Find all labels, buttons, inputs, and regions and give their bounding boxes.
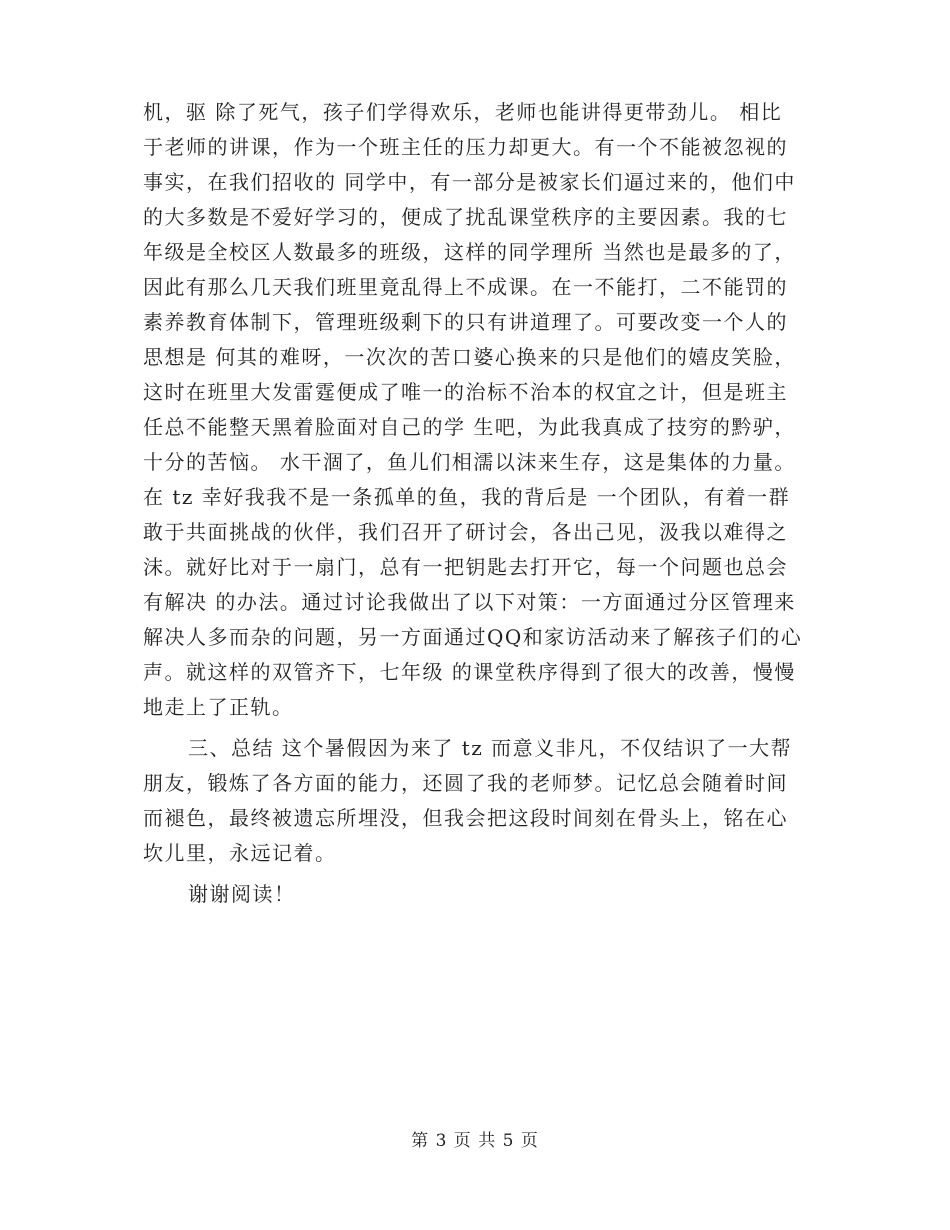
closing-line (143, 877, 808, 912)
text-line: 有解决 的办法。通过讨论我做出了以下对策：一方面通过分区管理来 (143, 590, 796, 614)
text-line: 机，驱 除了死气，孩子们学得欢乐，老师也能讲得更带劲儿。 相比 (143, 100, 783, 124)
text-line: 而褪色，最终被遗忘所埋没，但我会把这段时间刻在骨头上，铭在心 (143, 806, 788, 830)
text-line: 因此有那么几天我们班里竟乱得上不成课。在一不能打，二不能罚的 (143, 275, 788, 299)
text-line: 在 tz 幸好我我不是一条孤单的鱼，我的背后是 一个团队，有着一群 (143, 485, 791, 509)
paragraph-continuation (143, 95, 808, 725)
document-body (143, 95, 808, 912)
text-line: 坎儿里，永远记着。 (143, 841, 337, 865)
text-line: 任总不能整天黑着脸面对自己的学 生吧，为此我真成了技穷的黔驴， (143, 415, 796, 439)
page-number-footer: 第 3 页 共 5 页 (411, 1131, 539, 1151)
text-line: 于老师的讲课，作为一个班主任的压力却更大。有一个不能被忽视的 (143, 135, 788, 159)
text-line: 朋友，锻炼了各方面的能力，还圆了我的老师梦。记忆总会随着时间 (143, 771, 788, 795)
closing-text: 谢谢阅读！ (188, 882, 296, 906)
text-line: 沫。就好比对于一扇门，总有一把钥匙去打开它，每一个问题也总会 (143, 555, 788, 579)
text-line: 地走上了正轨。 (143, 695, 294, 719)
text-line: 声。就这样的双管齐下，七年级 的课堂秩序得到了很大的改善，慢慢 (143, 660, 796, 684)
text-line: 解决人多而杂的问题，另一方面通过QQ和家访活动来了解孩子们的心 (143, 625, 803, 649)
text-line: 素养教育体制下，管理班级剩下的只有讲道理了。可要改变一个人的 (143, 310, 788, 334)
text-line: 敢于共面挑战的伙伴，我们召开了研讨会，各出己见，汲我以难得之 (143, 520, 788, 544)
text-line: 事实，在我们招收的 同学中，有一部分是被家长们逼过来的，他们中 (143, 170, 796, 194)
text-line: 三、总结 这个暑假因为来了 tz 而意义非凡，不仅结识了一大帮 (188, 736, 793, 760)
paragraph-summary (143, 731, 808, 871)
text-line: 年级是全校区人数最多的班级，这样的同学理所 当然也是最多的了， (143, 240, 796, 264)
text-line: 这时在班里大发雷霆便成了唯一的治标不治本的权宜之计，但是班主 (143, 380, 788, 404)
text-line: 十分的苦恼。 水干涸了，鱼儿们相濡以沫来生存，这是集体的力量。 (143, 450, 796, 474)
text-line: 的大多数是不爱好学习的，便成了扰乱课堂秩序的主要因素。我的七 (143, 205, 788, 229)
text-line: 思想是 何其的难呀，一次次的苦口婆心换来的只是他们的嬉皮笑脸， (143, 345, 796, 369)
